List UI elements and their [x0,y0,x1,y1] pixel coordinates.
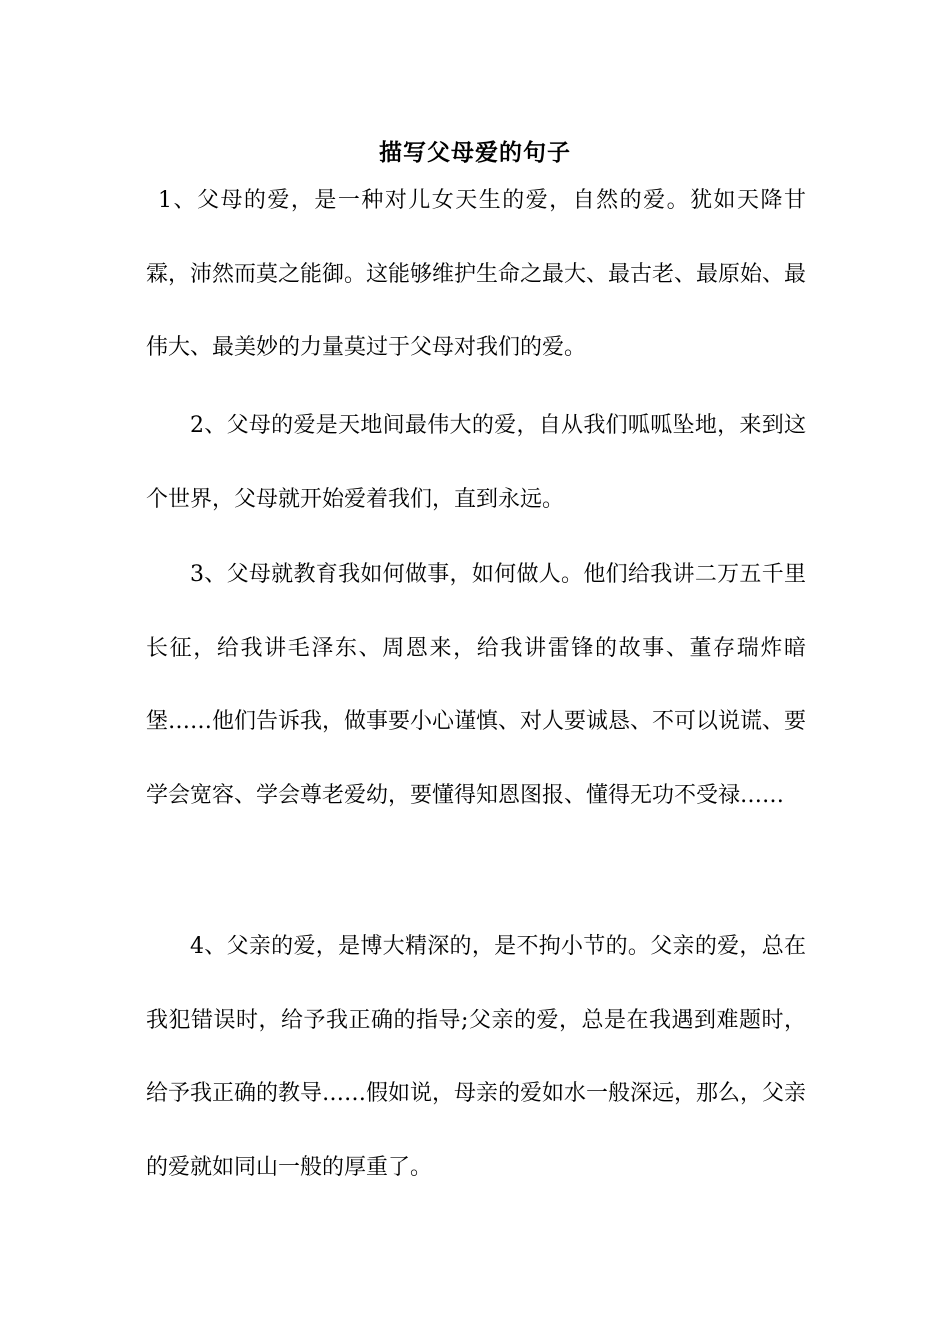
paragraph-4: 4、父亲的爱，是博大精深的，是不拘小节的。父亲的爱，总在我犯错误时，给予我正确的指导;父亲的爱，总是在我遇到难题时，给予我正确的教导……假如说，母亲的爱如水一般深远，那么，父亲的爱就如同山一般的厚重了。 [146,934,807,1180]
document-title: 描写父母爱的句子 [379,139,571,166]
paragraph-1: 1、父母的爱，是一种对儿女天生的爱，自然的爱。犹如天降甘霖，沛然而莫之能御。这能够维护生命之最大、最古老、最原始、最伟大、最美妙的力量莫过于父母对我们的爱。 [146,188,807,360]
paragraph-3: 3、父母就教育我如何做事，如何做人。他们给我讲二万五千里长征，给我讲毛泽东、周恩来，给我讲雷锋的故事、董存瑞炸暗堡……他们告诉我，做事要小心谨慎、对人要诚恳、不可以说谎、要学会宽容、学会尊老爱幼，要懂得知恩图报、懂得无功不受禄…… [146,562,807,808]
paragraph-2: 2、父母的爱是天地间最伟大的爱，自从我们呱呱坠地，来到这个世界，父母就开始爱着我们，直到永远。 [146,413,806,512]
